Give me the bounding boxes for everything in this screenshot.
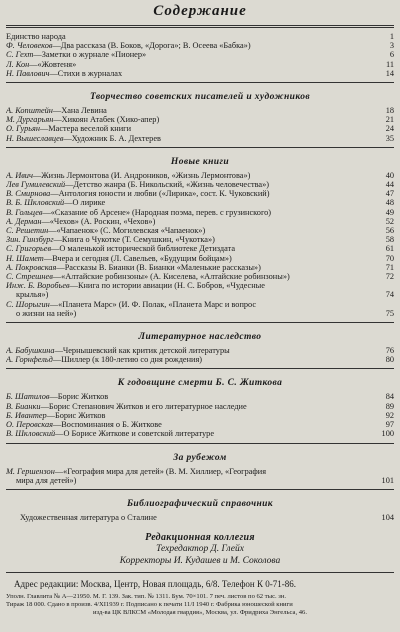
toc-title: —О лирике — [64, 198, 106, 208]
toc-entry — [6, 217, 394, 226]
editorial-board — [6, 532, 394, 567]
toc-entry-text — [6, 217, 372, 226]
toc-page-number: 1 — [389, 32, 394, 41]
toc-entry-text — [6, 411, 372, 420]
toc-entry-text — [6, 309, 372, 318]
toc-page-number: 72 — [385, 272, 394, 282]
toc-entry-text — [6, 429, 372, 438]
toc-author: А. Копштейн — [6, 106, 53, 116]
toc-entry — [6, 41, 394, 50]
toc-entry-text — [6, 226, 372, 235]
section-entries — [6, 392, 394, 438]
toc-entry-text — [6, 467, 372, 476]
toc-author: С. Стрешнев — [6, 272, 53, 282]
toc-page-number: 97 — [385, 420, 394, 430]
section-rule — [6, 443, 394, 444]
address-rule — [6, 572, 394, 573]
toc-entry-text — [6, 124, 372, 133]
toc-entry — [6, 429, 394, 438]
toc-title: —Книга по истории авиации (Н. С. Бобров, «Чудесные — [69, 281, 265, 291]
toc-title: —Вчера и сегодня (Л. Савельев, «Будущим бойцам») — [43, 253, 232, 263]
toc-title: —Два рассказа (В. Боков, «Дорога»; В. Осеева «Бабка») — [52, 41, 251, 51]
toc-entry — [6, 244, 394, 253]
toc-author: А. Покровская — [6, 262, 57, 272]
toc-entry — [6, 50, 394, 59]
toc-title: —Хана Левина — [52, 106, 107, 116]
toc-page-number: 56 — [385, 226, 394, 236]
toc-entry-text — [6, 300, 372, 309]
toc-author: Инж. Б. Воробьев — [6, 281, 70, 291]
toc-page-number: 76 — [385, 346, 394, 356]
toc-author: Н. Павлович — [6, 68, 50, 78]
imprint-line: Тираж 18 000. Сдано в произв. 4/XI1939 г. Подписано к печати 11/I 1940 г. Фабрика юношеской книги — [6, 601, 293, 609]
toc-author: В. Бианки — [6, 401, 41, 411]
toc-author: В. Б. Шкловский — [6, 198, 65, 208]
toc-entry — [6, 513, 394, 522]
toc-entry — [6, 171, 394, 180]
section-heading: Библиографический справочник — [126, 498, 274, 509]
section-heading: Литературное наследство — [138, 332, 262, 343]
toc-title: крылья») — [16, 290, 49, 300]
toc-entry — [6, 281, 394, 290]
section-rule — [6, 322, 394, 323]
section-entries — [6, 346, 394, 364]
toc-entry — [6, 476, 394, 485]
toc-author: О. Перовская — [6, 420, 53, 430]
toc-title: Художественная литература о Сталине — [20, 512, 157, 522]
toc-author: С. Гехт — [6, 50, 34, 60]
toc-page-number: 11 — [386, 59, 394, 69]
toc-author: Ф. Человеков — [6, 41, 53, 51]
toc-author: С. Шорыгин — [6, 299, 50, 309]
toc-page-number: 92 — [385, 410, 394, 420]
toc-page-number: 3 — [389, 41, 394, 51]
toc-page-number: 100 — [381, 429, 394, 439]
toc-author: С. Решетин — [6, 226, 49, 236]
toc-title: —Художник Б. А. Дехтерев — [63, 133, 161, 143]
toc-title: —Книга о Чукотке (Т. Семушкин, «Чукотка») — [53, 235, 215, 245]
toc-page-number: 44 — [385, 180, 394, 190]
toc-title: —О Борисе Житкове и советской литературе — [55, 429, 215, 439]
toc-page-number: 6 — [389, 50, 394, 60]
toc-page-number: 84 — [385, 392, 394, 402]
toc-title: —Детство жанра (Б. Никольский, «Жизнь человечества») — [65, 180, 270, 190]
toc-author: Л. Кон — [6, 59, 30, 69]
toc-entry-text — [6, 290, 372, 299]
page-title: Содержание — [153, 3, 247, 19]
section-rule — [6, 489, 394, 490]
imprint-line: Уполн. Главлита № А—21950. М. Г. 139. Зак. тип. № 1311. Бум. 70×101. 7 печ. листов по 62 тыс. зн. — [6, 593, 287, 601]
toc-entry — [6, 60, 394, 69]
toc-title: —«Чехов» (А. Роскин, «Чехов») — [41, 216, 156, 226]
toc-entry-text — [6, 392, 372, 401]
toc-entry — [6, 180, 394, 189]
toc-page-number: 14 — [385, 68, 394, 78]
toc-entry — [6, 134, 394, 143]
toc-author: В. Гольцев — [6, 207, 43, 217]
toc-title: о жизни на ней») — [16, 308, 77, 318]
toc-entry — [6, 420, 394, 429]
toc-page-number: 21 — [385, 115, 394, 125]
toc-entry-text — [6, 208, 372, 217]
toc-entry — [6, 402, 394, 411]
section-heading: К годовщине смерти Б. С. Житкова — [117, 378, 283, 389]
editorial-heading: Редакционная коллегия — [145, 532, 255, 544]
toc-page-number: 40 — [385, 170, 394, 180]
toc-entry — [6, 208, 394, 217]
toc-title: —Стихи в журналах — [49, 68, 123, 78]
imprint — [6, 593, 394, 617]
imprint-line: изд-ва ЦК ВЛКСМ «Молодая гвардия», Москва, ул. Фридриха Энгельса, 46. — [92, 609, 307, 617]
toc-title: —Борис Степанович Житков и его литературное наследие — [40, 401, 247, 411]
section-entries — [6, 106, 394, 143]
toc-page-number: 35 — [385, 133, 394, 143]
toc-entry-text — [6, 106, 372, 115]
toc-entry-text — [6, 180, 372, 189]
toc-page-number: 74 — [385, 290, 394, 300]
correctors: Корректоры И. Кудашев и М. Соколова — [119, 556, 281, 567]
toc-entry — [6, 300, 394, 309]
toc-entry — [6, 32, 394, 41]
section-rule — [6, 147, 394, 148]
toc-entry-text — [6, 476, 372, 485]
section-rule — [6, 82, 394, 83]
toc-entry-text — [6, 134, 372, 143]
toc-page-number: 61 — [385, 244, 394, 254]
toc-title: —Антология юности и любви («Лирика», сост. К. Чуковский) — [50, 189, 270, 199]
title-rule — [6, 25, 394, 28]
toc-author: Н. Вышеславцев — [6, 133, 64, 143]
toc-page-number: 104 — [381, 512, 394, 522]
toc-entry-text — [6, 244, 372, 253]
toc-title: —Борис Житков — [49, 392, 109, 402]
toc-entry-text — [6, 198, 372, 207]
toc-entry-text — [6, 115, 372, 124]
toc-entry — [6, 272, 394, 281]
toc-entry-text — [6, 402, 372, 411]
toc-entry-text — [6, 281, 372, 290]
toc-title: —«Жовтеня» — [29, 59, 77, 69]
toc-author: Лев Гумилевский — [6, 180, 66, 190]
toc-author: А. Горнфельд — [6, 355, 53, 365]
toc-entry — [6, 198, 394, 207]
toc-page-number: 52 — [385, 216, 394, 226]
toc-title: —Заметки о журнале «Пионер» — [33, 50, 147, 60]
toc-entry — [6, 263, 394, 272]
toc-title: —«Алтайские робинзоны» (А. Киселева, «Алтайские робинзоны») — [52, 272, 290, 282]
toc-title: —Борис Житков — [46, 410, 106, 420]
editorial-address: Адрес редакции: Москва, Центр, Новая площадь, 6/8. Телефон К 0-71-86. — [14, 579, 296, 590]
toc-entry-text — [6, 69, 372, 78]
toc-page-number: 71 — [385, 262, 394, 272]
toc-title: —Хикоян Атабек (Хико-апер) — [53, 115, 160, 125]
toc-author: Б. Шатилов — [6, 392, 50, 402]
toc-title: —Шиллер (к 180-летию со дня рождения) — [52, 355, 203, 365]
section-entries — [6, 513, 394, 522]
toc-title: мира для детей») — [16, 475, 77, 485]
toc-page-number: 101 — [381, 475, 394, 485]
toc-title: —«Сказание об Арсене» (Народная поэма, перев. с грузинского) — [42, 207, 272, 217]
toc-title: —Рассказы В. Бианки (В. Бианки «Маленькие рассказы») — [56, 262, 261, 272]
toc-entry — [6, 189, 394, 198]
toc-entry — [6, 69, 394, 78]
section-heading: Творчество советских писателей и художников — [89, 92, 311, 103]
toc-title: —«География мира для детей» (В. М. Хиллиер, «География — [54, 466, 267, 476]
toc-author: С. Григорьев — [6, 244, 52, 254]
toc-page-number: 89 — [385, 401, 394, 411]
toc-entry-text — [6, 254, 372, 263]
toc-author: В. Шкловский — [6, 429, 56, 439]
toc-entry — [6, 309, 394, 318]
table-of-contents — [6, 32, 394, 522]
toc-entry — [6, 106, 394, 115]
toc-entry — [6, 467, 394, 476]
toc-author: Б. Ивантер — [6, 410, 47, 420]
toc-entry — [6, 355, 394, 364]
toc-entry-text — [6, 346, 372, 355]
toc-page-number: 18 — [385, 106, 394, 116]
toc-author: М. Гершензон — [6, 466, 55, 476]
section-heading: За рубежом — [173, 452, 227, 463]
toc-entry — [6, 290, 394, 299]
toc-page-number: 49 — [385, 207, 394, 217]
toc-page-number: 24 — [385, 124, 394, 134]
toc-page-number: 75 — [385, 308, 394, 318]
toc-entry — [6, 235, 394, 244]
toc-title: —Мастера веселой книги — [39, 124, 132, 134]
toc-title: —Воспоминания о Б. Житкове — [52, 420, 162, 430]
toc-entry — [6, 254, 394, 263]
toc-entry-text — [6, 513, 372, 522]
toc-title: —Жизнь Лермонтова (И. Андроников, «Жизнь Лермонтова») — [32, 170, 251, 180]
toc-author: А. Бабушкина — [6, 346, 55, 356]
toc-author: В. Смирнова — [6, 189, 51, 199]
toc-title: —О маленькой исторической библиотеке Детиздата — [51, 244, 236, 254]
section-rule — [6, 368, 394, 369]
toc-entry-text — [6, 263, 372, 272]
toc-entry — [6, 346, 394, 355]
toc-title: —Чернышевский как критик детской литературы — [54, 346, 230, 356]
toc-entry — [6, 115, 394, 124]
toc-entry-text — [6, 60, 372, 69]
toc-author: А. Ивич — [6, 170, 33, 180]
toc-author: А. Дерман — [6, 216, 42, 226]
toc-title: —«Планета Марс» (И. Ф. Полак, «Планета Марс и вопрос — [49, 299, 257, 309]
toc-page-number: 80 — [385, 355, 394, 365]
toc-entry — [6, 226, 394, 235]
toc-entry — [6, 392, 394, 401]
toc-page-number: 48 — [385, 198, 394, 208]
section-heading: Новые книги — [170, 156, 230, 167]
toc-author: О. Гурьян — [6, 124, 40, 134]
toc-entry-text — [6, 189, 372, 198]
toc-entry-text — [6, 420, 372, 429]
section-entries — [6, 171, 394, 318]
toc-entry-text — [6, 171, 372, 180]
toc-page-number: 70 — [385, 253, 394, 263]
toc-page-number: 58 — [385, 235, 394, 245]
toc-entry-text — [6, 355, 372, 364]
tech-editor: Техредактор Д. Глейх — [156, 544, 244, 555]
section-entries — [6, 467, 394, 485]
toc-entry-text — [6, 50, 372, 59]
section-entries — [6, 32, 394, 78]
toc-title: Единство народа — [6, 32, 66, 41]
toc-page-number: 47 — [385, 189, 394, 199]
toc-author: М. Дургарьян — [6, 115, 54, 125]
toc-author: Зин. Гинзбург — [6, 235, 54, 245]
toc-entry — [6, 411, 394, 420]
toc-entry-text — [6, 272, 372, 281]
toc-entry-text — [6, 41, 372, 50]
toc-entry — [6, 124, 394, 133]
toc-entry-text — [6, 32, 372, 41]
toc-author: Н. Шамет — [6, 253, 44, 263]
toc-entry-text — [6, 235, 372, 244]
toc-title: —«Чапаенок» (С. Могилевская «Чапаенок») — [48, 226, 206, 236]
